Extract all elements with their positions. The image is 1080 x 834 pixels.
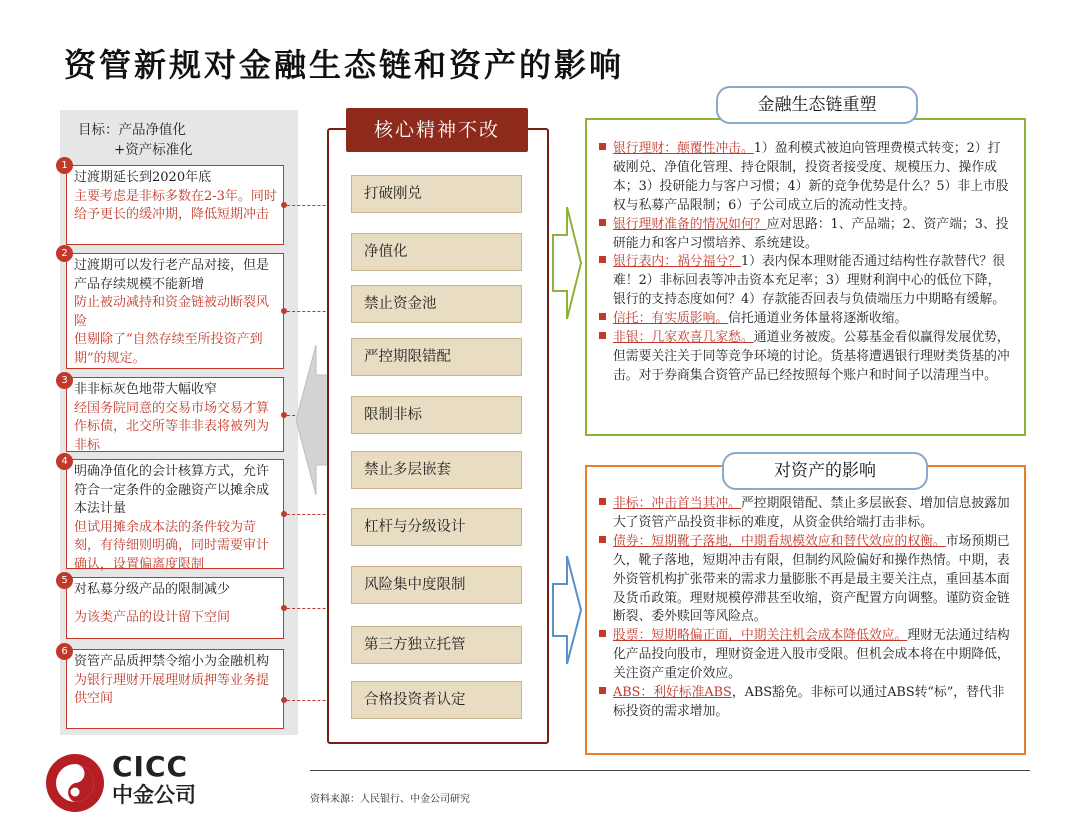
green-right-arrow-icon [551, 205, 583, 321]
left-box-5 [66, 577, 284, 639]
blue-right-arrow-icon [551, 554, 583, 666]
core-item-5: 限制非标 [351, 396, 522, 434]
left-box-3 [66, 377, 284, 452]
left-box-2-black: 过渡期可以发行老产品对接，但是产品存续规模不能新增 [74, 258, 270, 292]
goal-line-1: 目标：产品净值化 [78, 122, 186, 138]
eco-bullet-3: 银行表内：祸兮福兮？1）表内保本理财能否通过结构性存款替代？很难！2）非标回表等冲击资本充足率；3）理财利润中心的低位下降，银行的支持态度如何？4）存款能否回表与负债端压力中期略有缓解。 [599, 253, 1012, 310]
core-item-9: 第三方独立托管 [351, 626, 522, 664]
goal-text [78, 120, 193, 160]
goal-line-2: +资产标准化 [114, 142, 193, 158]
left-box-5-black: 对私募分级产品的限制减少 [74, 582, 231, 597]
core-item-10: 合格投资者认定 [351, 681, 522, 719]
left-box-3-red: 经国务院同意的交易市场交易才算作标债，北交所等非非表将被列为非标 [74, 400, 270, 453]
badge-6: 6 [56, 643, 73, 660]
assets-box [585, 465, 1026, 755]
assets-bullet-1: 非标：冲击首当其冲。严控期限错配、禁止多层嵌套、增加信息披露加大了资管产品投资非标的难度，从资金供给端打击非标。 [599, 495, 1012, 533]
badge-2: 2 [56, 245, 73, 262]
left-box-1-black: 过渡期延长到2020年底 [74, 170, 212, 185]
assets-header: 对资产的影响 [722, 452, 928, 490]
core-item-7: 杠杆与分级设计 [351, 508, 522, 546]
left-box-6 [66, 649, 284, 729]
logo-text-en: CICC [112, 750, 189, 783]
left-box-6-black: 资管产品质押禁令缩小为金融机构 [74, 654, 270, 669]
core-item-3: 禁止资金池 [351, 285, 522, 323]
eco-bullet-4: 信托：有实质影响。信托通道业务体量将逐渐收缩。 [599, 310, 1012, 329]
footer-divider [310, 770, 1030, 771]
logo-text-cn: 中金公司 [112, 783, 196, 807]
cicc-logo-icon [44, 752, 106, 814]
left-box-3-black: 非非标灰色地带大幅收窄 [74, 382, 218, 397]
assets-bullet-4: ABS：利好标准ABS，ABS豁免。非标可以通过ABS转“标”，替代非标投资的需求增加。 [599, 684, 1012, 722]
core-item-6: 禁止多层嵌套 [351, 451, 522, 489]
left-box-1 [66, 165, 284, 245]
core-item-1: 打破刚兑 [351, 175, 522, 213]
eco-bullet-2: 银行理财准备的情况如何？应对思路：1、产品端；2、资产端；3、投研能力和客户习惯培养、系统建设。 [599, 216, 1012, 254]
core-item-4: 严控期限错配 [351, 338, 522, 376]
left-box-4-black: 明确净值化的会计核算方式，允许符合一定条件的金融资产以摊余成本法计量 [74, 464, 270, 516]
left-box-2-red: 防止被动减持和资金链被动断裂风险 但剔除了“自然存续至所投资产到期”的规定。 [74, 295, 270, 366]
badge-5: 5 [56, 572, 73, 589]
eco-bullet-5: 非银：几家欢喜几家愁。通道业务被废。公募基金看似赢得发展优势，但需要关注关于同等竞争环境的讨论。货基将遭遇银行理财类货基的冲击。对于券商集合资管产品已经按照每个账户和时间子以清理当中。 [599, 329, 1012, 386]
badge-1: 1 [56, 157, 73, 174]
core-header: 核心精神不改 [346, 108, 528, 152]
page-title: 资管新规对金融生态链和资产的影响 [64, 46, 625, 84]
badge-4: 4 [56, 453, 73, 470]
eco-header: 金融生态链重塑 [716, 86, 918, 124]
left-box-2 [66, 253, 284, 369]
left-box-4 [66, 459, 284, 572]
source-note: 资料来源：人民银行、中金公司研究 [310, 794, 470, 805]
eco-box [585, 118, 1026, 436]
left-box-6-red: 为银行理财开展理财质押等业务提供空间 [74, 672, 270, 706]
core-item-2: 净值化 [351, 233, 522, 271]
badge-3: 3 [56, 372, 73, 389]
left-box-5-red: 为该类产品的设计留下空间 [74, 609, 231, 625]
core-item-8: 风险集中度限制 [351, 566, 522, 604]
assets-bullet-2: 债券：短期靴子落地，中期看规模效应和替代效应的权衡。市场预期已久，靴子落地，短期冲击有限，但制约风险偏好和操作热情。中期，表外资管机构扩张带来的需求力量膨胀不再是最主要关注点，重回基本面及货币政策。理财规模停滞甚至收缩，资产配置方向调整。谨防资金链断裂、委外赎回等风险点。 [599, 533, 1012, 628]
left-box-4-red: 但试用摊余成本法的条件较为苛刻，有待细则明确，同时需要审计确认，设置偏离度限制 [74, 519, 270, 572]
left-box-1-red: 主要考虑是非标多数在2-3年。同时给予更长的缓冲期，降低短期冲击 [74, 188, 277, 222]
gray-left-arrow-icon [296, 345, 330, 495]
eco-bullet-1: 银行理财：颠覆性冲击。1）盈利模式被迫向管理费模式转变；2）打破刚兑、净值化管理、持仓限制，投资者接受度、规模压力、操作成本；3）投研能力与客户习惯；4）新的竞争优势是什么？5）非上市股权与私募产品限制；6）子公司成立后的流动性支持。 [599, 140, 1012, 216]
assets-bullet-3: 股票：短期略偏正面，中期关注机会成本降低效应。理财无法通过结构化产品投向股市，理财资金进入股市受限。但机会成本将在中期降低，关注资产重定价效应。 [599, 627, 1012, 684]
